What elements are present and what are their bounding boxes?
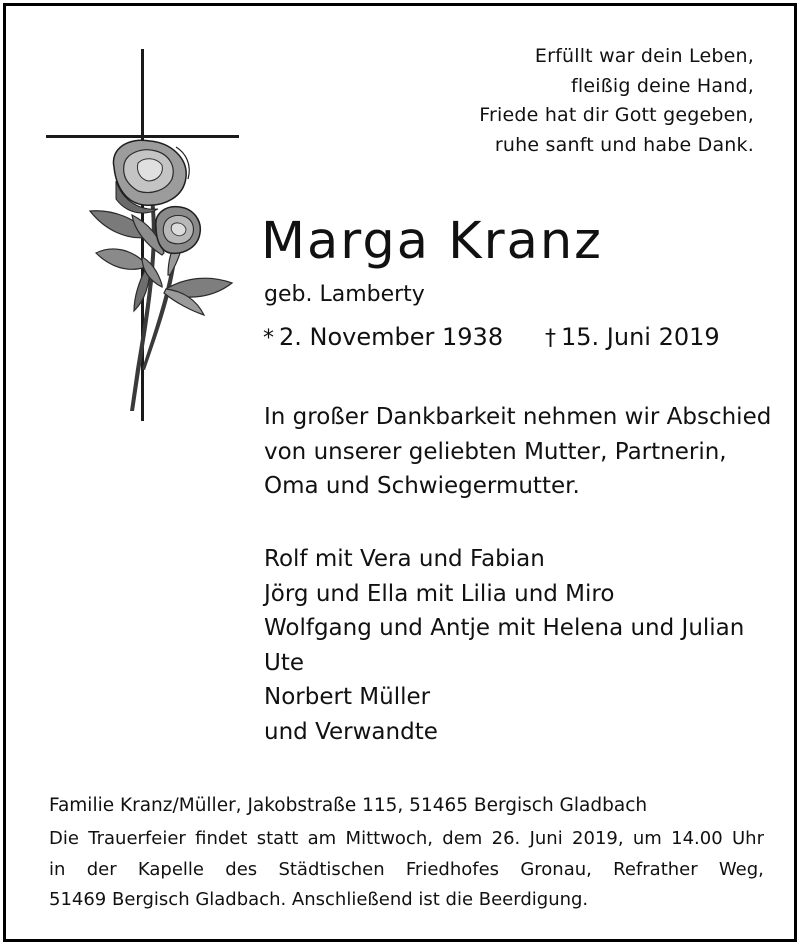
death-cross-icon: † [545, 326, 556, 351]
poem-line: ruhe sanft und habe Dank. [494, 133, 754, 156]
death-date: 15. Juni 2019 [561, 323, 720, 351]
poem-line: fleißig deine Hand, [571, 74, 754, 97]
mourner-line: Rolf mit Vera und Fabian [264, 546, 545, 572]
funeral-line: Die Trauerfeier findet statt am Mittwoch, dem 26. Juni 2019, um 14.00 Uhr [49, 828, 764, 849]
tribute-line: Oma und Schwiegermutter. [264, 473, 580, 499]
tribute-text [264, 400, 771, 504]
birth-date-group [263, 323, 503, 351]
poem-line: Erfüllt war dein Leben, [534, 45, 754, 67]
family-address: Familie Kranz/Müller, Jakobstraße 115, 51465 Bergisch Gladbach [49, 795, 648, 816]
mourners-list [264, 542, 744, 749]
obituary-frame [3, 3, 797, 942]
birth-name: geb. Lamberty [264, 282, 425, 307]
cross-with-roses-icon [46, 49, 246, 424]
life-dates [263, 320, 720, 356]
mourner-line: und Verwandte [264, 718, 438, 745]
funeral-line: in der Kapelle des Städtischen Friedhofes Gronau, Refrather Weg, [49, 858, 764, 880]
poem [479, 42, 754, 160]
birth-star-icon: * [263, 326, 274, 351]
death-date-group [545, 320, 720, 356]
funeral-notice [49, 824, 764, 916]
mourner-line: Wolfgang und Antje mit Helena und Julian [264, 615, 745, 641]
deceased-name: Marga Kranz [261, 212, 603, 271]
tribute-line: In großer Dankbarkeit nehmen wir Abschied [264, 404, 772, 430]
mourner-line: Norbert Müller [264, 684, 431, 710]
birth-date: 2. November 1938 [279, 323, 504, 351]
mourner-line: Ute [264, 649, 305, 676]
poem-line: Friede hat dir Gott gegeben, [479, 104, 754, 126]
tribute-line: von unserer geliebten Mutter, Partnerin, [264, 438, 727, 465]
mourner-line: Jörg und Ella mit Lilia und Miro [264, 580, 615, 607]
funeral-line: 51469 Bergisch Gladbach. Anschließend ist die Beerdigung. [49, 889, 589, 910]
